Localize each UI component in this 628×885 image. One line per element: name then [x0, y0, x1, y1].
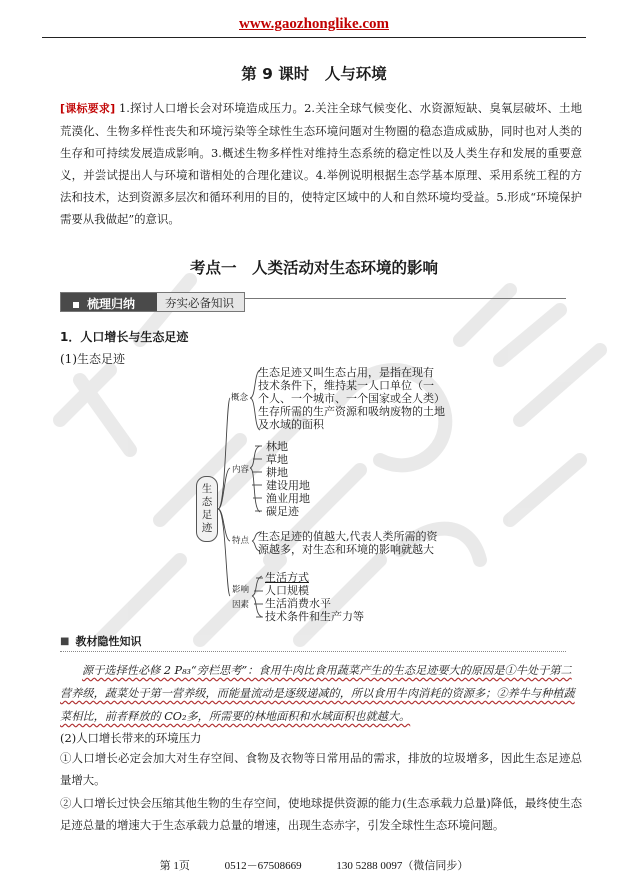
square-bullet-icon: ■: [60, 635, 70, 647]
feature-label: 特点: [232, 536, 250, 546]
content-item: 草地: [266, 453, 288, 466]
section2-heading: (2)人口增长带来的环境压力: [60, 731, 202, 745]
standards-text: 1.探讨人口增长会对环境造成压力。2.关注全球气候变化、水资源短缺、臭氧层破坏、土地荒漠化、生物多样性丧失和环境污染等全球性生态环境问题对生物圈的稳态造成威胁，同时也对人类的生存和可持续发展造成影响。3.概述生物多样性对维持生态系统的稳定性以及人类生存和发展的重要意义，并尝试提出人与环境和谐相处的合理化建议。4.举例说明根据生态学基本原理、采用系统工程的方法和技术，达到资源多层次和循环利用的目的，使特定区域中的人和自然环境均受益。5.形成“环境保护需要从我做起”的意识。: [60, 101, 582, 226]
content-item: 耕地: [266, 466, 288, 479]
content-item: 碳足迹: [266, 505, 299, 518]
feature-line: 生态足迹的值越大,代表人类所需的资: [258, 530, 438, 543]
hidden-knowledge-text: [60, 659, 582, 728]
section2-para2: ②人口增长过快会压缩其他生物的生存空间，使地球提供资源的能力(生态承载力总量)降低，最终使生态足迹总量的增速大于生态承载力总量的增速，出现生态赤字，引发全球性生态环境问题。: [60, 796, 582, 832]
concept-line: 个人、一个城市、一个国家或全人类）: [258, 392, 445, 405]
feature-line: 源越多，对生态和环境的影响就越大: [258, 543, 434, 556]
band-right: 夯实必备知识: [157, 293, 244, 311]
concept-line: 生态足迹又叫生态占用，是指在现有: [258, 366, 434, 379]
concept-label: 概念: [231, 393, 249, 403]
content-item: 建设用地: [266, 479, 310, 492]
center-char: 足: [201, 509, 213, 521]
concept-text: [258, 366, 458, 431]
hidden-divider: [60, 651, 566, 652]
content-label: 内容: [232, 465, 250, 475]
hidden-heading-label: 教材隐性知识: [75, 635, 142, 648]
section2-para1: ①人口增长必定会加大对生存空间、食物及衣物等日常用品的需求，排放的垃圾增多，因此生态足迹总量增大。: [60, 751, 582, 787]
section-heading: 1．人口增长与生态足迹: [60, 330, 189, 344]
page-number: 第 1页: [159, 860, 190, 872]
factor-item: 生活方式: [265, 571, 309, 584]
concept-line: 技术条件下，维持某一人口单位（一: [258, 379, 434, 392]
factor-item: 生活消费水平: [265, 597, 331, 610]
center-char: 态: [201, 496, 213, 508]
content-item: 林地: [266, 440, 288, 453]
page-footer: [0, 857, 628, 873]
factor-item: 技术条件和生产力等: [265, 610, 364, 623]
content-list: [266, 440, 310, 518]
factors-label-top: 影响: [232, 585, 250, 595]
lesson-title: 第 9 课时 人与环境: [241, 65, 387, 83]
center-char: 迹: [201, 522, 213, 534]
hidden-text: 源于选择性必修 2 P₈₃“旁栏思考”：食用牛肉比食用蔬菜产生的生态足迹要大的原因是①牛处于第二营养级，蔬菜处于第一营养级，而能量流动是逐级递减的，所以食用牛肉消耗的资源多；②养牛与种植蔬菜相比，前者释放的 CO₂多，所需要的林地面积和水域面积也就越大。: [60, 664, 575, 723]
hidden-knowledge-heading: [60, 633, 141, 649]
factors-label-bottom: 因素: [232, 600, 250, 610]
footer-phone: 0512－67508669: [224, 860, 302, 872]
center-char: 生: [201, 483, 213, 495]
site-url[interactable]: www.gaozhonglike.com: [239, 16, 389, 32]
standards-tag: [课标要求]: [60, 102, 116, 115]
concept-line: 及水域的面积: [258, 418, 324, 431]
footer-mobile: 130 5288 0097（微信同步）: [336, 860, 469, 872]
factors-list: [265, 571, 364, 623]
exam-point-title: 考点一 人类活动对生态环境的影响: [189, 259, 438, 277]
concept-line: 生存所需的生产资源和吸纳废物的土地: [258, 405, 445, 418]
content-item: 渔业用地: [266, 492, 310, 505]
subsection-heading: (1)生态足迹: [60, 352, 125, 366]
band-left-label: 梳理归纳: [87, 297, 136, 311]
feature-text: [258, 530, 458, 556]
factor-item: 人口规模: [265, 584, 309, 597]
ecological-footprint-node: [196, 476, 218, 542]
